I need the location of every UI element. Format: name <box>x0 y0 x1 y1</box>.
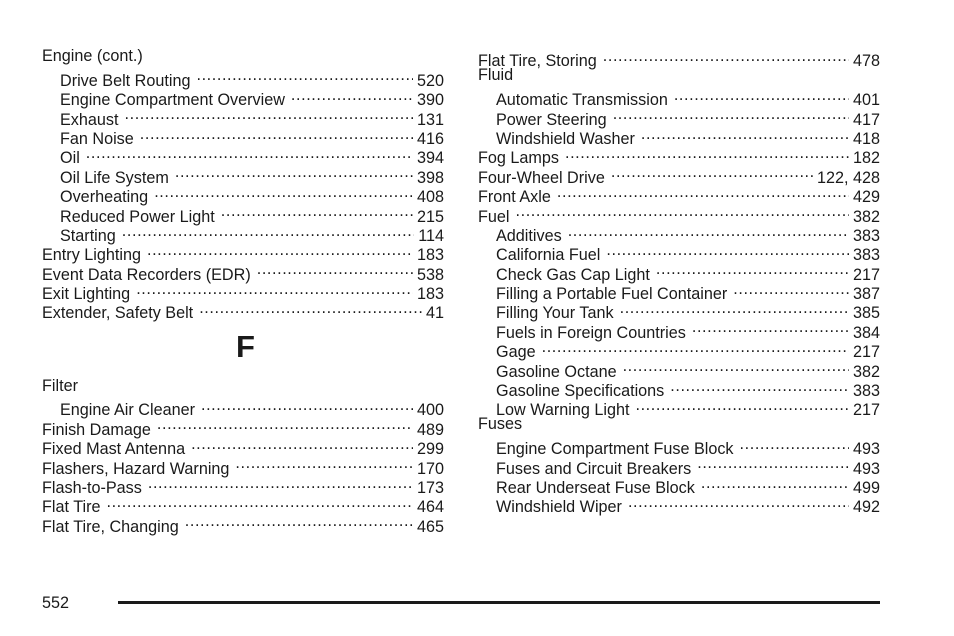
entry-page: 464 <box>416 498 444 517</box>
dot-leader <box>106 493 413 512</box>
dot-leader <box>557 183 849 202</box>
entry-label: Gasoline Octane <box>496 362 617 381</box>
entry-page: 418 <box>852 129 880 148</box>
entry-page: 41 <box>425 304 444 323</box>
entry-page: 182 <box>852 149 880 168</box>
entry-label: Fuel <box>478 207 510 226</box>
dot-leader <box>697 454 849 473</box>
entry-page: 387 <box>852 285 880 304</box>
dot-leader <box>628 493 849 512</box>
entry-page: 400 <box>416 401 444 420</box>
dot-leader <box>122 222 414 241</box>
dot-leader <box>656 260 849 279</box>
entry-page: 183 <box>416 246 444 265</box>
entry-page: 538 <box>416 265 444 284</box>
entry-label: Engine Air Cleaner <box>60 401 195 420</box>
entry-page: 492 <box>852 498 880 517</box>
entry-label: Filling Your Tank <box>496 304 614 323</box>
entry-page: 383 <box>852 226 880 245</box>
dot-leader <box>257 260 413 279</box>
entry-page: 416 <box>416 129 444 148</box>
dot-leader <box>670 377 849 396</box>
entry-page: 493 <box>852 459 880 478</box>
entry-page: 299 <box>416 440 444 459</box>
entry-page: 217 <box>852 265 880 284</box>
entry-page: 183 <box>416 285 444 304</box>
entry-page: 131 <box>416 110 444 129</box>
entry-label: Engine Compartment Fuse Block <box>496 440 734 459</box>
dot-leader <box>191 435 413 454</box>
entry-page: 170 <box>416 459 444 478</box>
index-heading-engine: Engine (cont.) <box>42 47 143 65</box>
entry-label: Exit Lighting <box>42 285 131 304</box>
index-entry <box>42 396 444 420</box>
entry-label: Filling a Portable Fuel Container <box>496 285 728 304</box>
dot-leader <box>568 222 849 241</box>
entry-label: Flat Tire, Changing <box>42 517 179 536</box>
entry-label: Reduced Power Light <box>60 207 215 226</box>
entry-page: 215 <box>416 207 444 226</box>
entry-label: Extender, Safety Belt <box>42 304 194 323</box>
dot-leader <box>125 105 413 124</box>
index-entry <box>42 66 444 90</box>
dot-leader <box>623 357 849 376</box>
entry-label: Drive Belt Routing <box>60 71 191 90</box>
dot-leader <box>565 144 849 163</box>
entry-label: Engine Compartment Overview <box>60 91 285 110</box>
entry-page: 499 <box>852 478 880 497</box>
entry-page: 408 <box>416 188 444 207</box>
entry-page: 114 <box>418 226 444 245</box>
entry-label: Fan Noise <box>60 129 134 148</box>
footer-rule <box>118 601 880 604</box>
entry-page: 382 <box>852 207 880 226</box>
index-entry <box>42 512 444 536</box>
entry-label: Check Gas Cap Light <box>496 265 650 284</box>
dot-leader <box>635 396 849 415</box>
dot-leader <box>175 163 413 182</box>
entry-label: Oil <box>60 149 80 168</box>
entry-label: Windshield Washer <box>496 129 635 148</box>
index-column-right <box>478 47 880 517</box>
entry-page: 382 <box>852 362 880 381</box>
entry-page: 383 <box>852 382 880 401</box>
entry-page: 390 <box>416 91 444 110</box>
dot-leader <box>692 318 849 337</box>
dot-leader <box>516 202 849 221</box>
index-entry <box>42 163 444 187</box>
dot-leader <box>148 474 413 493</box>
dot-leader <box>185 512 413 531</box>
entry-label: Gasoline Specifications <box>496 382 665 401</box>
dot-leader <box>140 125 413 144</box>
entry-label: Gage <box>496 343 536 362</box>
entry-label: Low Warning Light <box>496 401 630 420</box>
entry-label: Event Data Recorders (EDR) <box>42 265 251 284</box>
index-heading-fluid: Fluid <box>478 66 514 85</box>
index-heading-fuses: Fuses <box>478 415 523 434</box>
dot-leader <box>86 144 413 163</box>
entry-label: Flat Tire <box>42 498 101 517</box>
entry-label: Finish Damage <box>42 420 151 439</box>
entry-page: 383 <box>852 246 880 265</box>
dot-leader <box>199 299 422 318</box>
entry-label: Entry Lighting <box>42 246 141 265</box>
dot-leader <box>611 163 813 182</box>
dot-leader <box>740 435 849 454</box>
dot-leader <box>613 105 849 124</box>
entry-label: Starting <box>60 226 116 245</box>
entry-page: 465 <box>416 517 444 536</box>
dot-leader <box>136 280 413 299</box>
entry-label: Flash-to-Pass <box>42 479 142 497</box>
entry-label: Automatic Transmission <box>496 91 668 110</box>
entry-page: 493 <box>852 440 880 459</box>
entry-label: Fuses and Circuit Breakers <box>496 459 692 478</box>
dot-leader <box>235 454 413 473</box>
entry-page: 122, 428 <box>816 168 880 187</box>
dot-leader <box>147 241 413 260</box>
entry-label: Front Axle <box>478 188 551 207</box>
dot-leader <box>620 299 849 318</box>
dot-leader <box>603 47 849 66</box>
entry-label: Power Steering <box>496 110 607 129</box>
entry-page: 417 <box>852 110 880 129</box>
index-entry <box>478 202 880 226</box>
entry-page: 478 <box>852 52 880 71</box>
dot-leader <box>542 338 849 357</box>
entry-label: Fuels in Foreign Countries <box>496 323 686 342</box>
entry-page: 401 <box>852 91 880 110</box>
index-entry <box>478 222 880 245</box>
entry-label: Fixed Mast Antenna <box>42 440 186 459</box>
dot-leader <box>674 86 849 105</box>
dot-leader <box>701 474 849 493</box>
entry-page: 385 <box>852 304 880 323</box>
page-number: 552 <box>42 594 70 612</box>
entry-label: Oil Life System <box>60 168 169 187</box>
dot-leader <box>641 125 849 144</box>
index-heading-filter: Filter <box>42 376 78 395</box>
entry-label: Four-Wheel Drive <box>478 168 605 187</box>
entry-page: 217 <box>852 401 880 420</box>
index-entry <box>42 144 444 168</box>
entry-page: 489 <box>416 420 444 439</box>
index-entry <box>478 47 880 71</box>
entry-page: 217 <box>852 343 880 362</box>
entry-page: 384 <box>852 323 880 342</box>
index-entry <box>478 86 880 110</box>
dot-leader <box>154 183 413 202</box>
entry-page: 398 <box>416 168 444 187</box>
entry-label: Exhaust <box>60 110 119 129</box>
entry-label: Additives <box>496 226 562 245</box>
dot-leader <box>201 396 413 415</box>
entry-page: 429 <box>852 188 880 207</box>
entry-label: California Fuel <box>496 246 601 265</box>
dot-leader <box>196 66 413 85</box>
entry-page: 520 <box>416 71 444 90</box>
entry-page: 394 <box>416 149 444 168</box>
dot-leader <box>291 86 413 105</box>
entry-label: Overheating <box>60 188 149 207</box>
dot-leader <box>606 241 849 260</box>
entry-label: Rear Underseat Fuse Block <box>496 478 695 497</box>
section-letter-heading: F <box>236 329 255 365</box>
entry-label: Windshield Wiper <box>496 498 622 517</box>
index-entry <box>478 435 880 459</box>
dot-leader <box>221 202 413 221</box>
index-entry <box>478 357 880 381</box>
dot-leader <box>157 415 413 434</box>
entry-page: 173 <box>416 479 444 497</box>
entry-label: Flat Tire, Storing <box>478 52 597 71</box>
entry-label: Flashers, Hazard Warning <box>42 459 230 478</box>
dot-leader <box>733 280 849 299</box>
entry-label: Fog Lamps <box>478 149 559 168</box>
index-column-left <box>42 47 444 536</box>
